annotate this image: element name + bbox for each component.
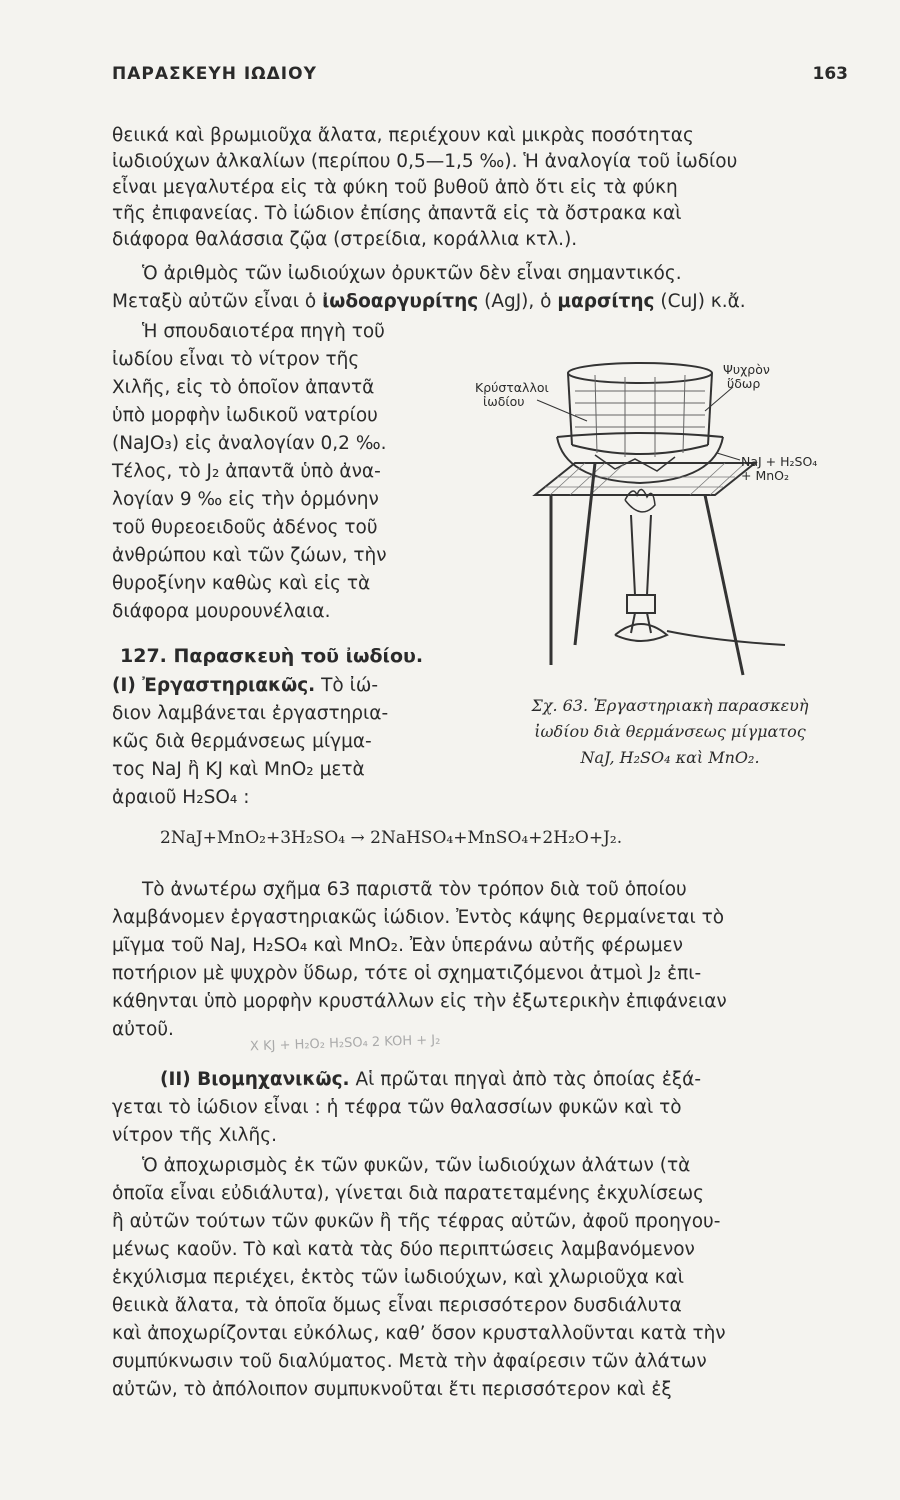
reaction-equation: 2NaJ+MnO₂+3H₂SO₄ → 2NaHSO₄+MnSO₄+2H₂O+J₂. <box>160 828 623 848</box>
text-line: μένως καοῦν. Τὸ καὶ κατὰ τὰς δύο περιπτώσεις λαμβανόμενον <box>112 1239 695 1260</box>
mineral-name: μαρσίτης <box>557 291 655 312</box>
text-line: μῖγμα τοῦ NaJ, H₂SO₄ καὶ MnO₂. Ἐὰν ὑπεράνω αὐτῆς φέρωμεν <box>112 935 683 956</box>
text-line: Ἡ σπουδαιοτέρα πηγὴ τοῦ <box>142 321 385 342</box>
text-line: θειικὰ ἄλατα, τὰ ὁποῖα ὅμως εἶναι περισσότερον δυσδιάλυτα <box>112 1295 682 1316</box>
text-line: αὐτῶν, τὸ ἀπόλοιπον συμπυκνοῦται ἔτι περισσότερον καὶ ἐξ <box>112 1379 672 1400</box>
text-line: ἀραιοῦ H₂SO₄ : <box>112 787 250 808</box>
text-line: ἢ αὐτῶν τούτων τῶν φυκῶν ἢ τῆς τέφρας αὐτῶν, ἀφοῦ προηγου- <box>112 1211 721 1232</box>
page-number: 163 <box>812 64 848 84</box>
text-line: (NaJO₃) εἰς ἀναλογίαν 0,2 ‰. <box>112 433 387 454</box>
figure-caption: NaJ, H₂SO₄ καὶ MnO₂. <box>580 748 760 767</box>
label-cold-water: ὕδωρ <box>727 376 761 391</box>
text-line: τῆς ἐπιφανείας. Τὸ ἰώδιον ἐπίσης ἀπαντᾶ εἰς τὰ ὄστρακα καὶ <box>112 203 682 224</box>
text-line: ἰωδιούχων ἀλκαλίων (περίπου 0,5—1,5 ‰). Ἡ ἀναλογία τοῦ ἰωδίου <box>112 151 738 172</box>
text-line: διάφορα μουρουνέλαια. <box>112 601 331 622</box>
header-title: ΠΑΡΑΣΚΕΥΗ ΙΩΔΙΟΥ <box>112 64 317 84</box>
label-cold-water: Ψυχρὸν <box>723 362 770 377</box>
figure-caption: Σχ. 63. Ἐργαστηριακὴ παρασκευὴ <box>531 696 809 715</box>
text-line: διάφορα θαλάσσια ζῷα (στρείδια, κοράλλια κτλ.). <box>112 229 578 250</box>
text-span: (AgJ), ὁ <box>478 291 558 312</box>
text-line: ἰωδίου εἶναι τὸ νίτρον τῆς <box>112 349 360 370</box>
text-line: αὐτοῦ. <box>112 1019 174 1040</box>
subsection-line <box>160 1068 701 1092</box>
bunsen-burner <box>631 515 651 595</box>
label-mixture: NaJ + H₂SO₄ <box>741 454 818 469</box>
text-span: Μεταξὺ αὐτῶν εἶναι ὁ <box>112 291 323 312</box>
text-line: ὁποῖα εἶναι εὐδιάλυτα), γίνεται διὰ παρατεταμένης ἐκχυλίσεως <box>112 1183 705 1204</box>
text-line: ἀνθρώπου καὶ τῶν ζώων, τὴν <box>112 545 387 566</box>
running-header <box>112 64 848 88</box>
text-line: γεται τὸ ἰώδιον εἶναι : ἡ τέφρα τῶν θαλασσίων φυκῶν καὶ τὸ <box>112 1097 682 1118</box>
capsule-dish <box>557 437 723 483</box>
text-line: τοῦ θυρεοειδοῦς ἀδένος τοῦ <box>112 517 378 538</box>
text-span: Αἱ πρῶται πηγαὶ ἀπὸ τὰς ὁποίας ἐξά- <box>349 1069 702 1090</box>
text-line: ἐκχύλισμα περιέχει, ἐκτὸς τῶν ἰωδιούχων, καὶ χλωριοῦχα καὶ <box>112 1267 685 1288</box>
text-line: κάθηνται ὑπὸ μορφὴν κρυστάλλων εἰς τὴν ἐξωτερικὴν ἐπιφάνειαν <box>112 991 727 1012</box>
minerals-line <box>112 290 746 314</box>
text-line: Ὁ ἀριθμὸς τῶν ἰωδιούχων ὀρυκτῶν δὲν εἶναι σημαντικός. <box>142 263 682 284</box>
text-line: Τέλος, τὸ J₂ ἀπαντᾶ ὑπὸ ἀνα- <box>112 461 381 482</box>
subsection-label: (II) Βιομηχανικῶς. <box>160 1069 350 1090</box>
mineral-name: ἰωδοαργυρίτης <box>322 291 479 312</box>
text-line: Ὁ ἀποχωρισμὸς ἐκ τῶν φυκῶν, τῶν ἰωδιούχων ἀλάτων (τὰ <box>142 1155 691 1176</box>
text-line: Τὸ ἀνωτέρω σχῆμα 63 παριστᾶ τὸν τρόπον διὰ τοῦ ὁποίου <box>142 879 687 900</box>
text-line: λογίαν 9 ‰ εἰς τὴν ὁρμόνην <box>112 489 379 510</box>
label-mixture: + MnO₂ <box>741 468 790 483</box>
text-line: συμπύκνωσιν τοῦ διαλύματος. Μετὰ τὴν ἀφαίρεσιν τῶν ἀλάτων <box>112 1351 707 1372</box>
section-heading: 127. Παρασκευὴ τοῦ ἰωδίου. <box>120 645 424 667</box>
label-crystals: Κρύσταλλοι <box>475 380 549 395</box>
subsection-label: (I) Ἐργαστηριακῶς. <box>112 675 316 696</box>
pencil-annotation: X KJ + H₂O₂ H₂SO₄ 2 KOH + J₂ <box>249 1032 441 1055</box>
text-span: (CuJ) κ.ἄ. <box>654 291 746 312</box>
flame <box>625 489 655 511</box>
text-line: θειικά καὶ βρωμιοῦχα ἄλατα, περιέχουν καὶ μικρὰς ποσότητας <box>112 125 694 146</box>
text-line: ποτήριον μὲ ψυχρὸν ὕδωρ, τότε οἱ σχηματιζόμενοι ἀτμοὶ J₂ ἐπι- <box>112 963 702 984</box>
figure-caption: ἰωδίου διὰ θερμάνσεως μίγματος <box>534 722 806 741</box>
text-line: τος NaJ ἢ KJ καὶ MnO₂ μετὰ <box>112 759 365 780</box>
text-line: νίτρον τῆς Χιλῆς. <box>112 1125 277 1146</box>
subsection-line <box>112 674 378 698</box>
figure-63 <box>465 345 875 690</box>
text-line: καὶ ἀποχωρίζονται εὐκόλως, καθ’ ὅσον κρυσταλλοῦνται κατὰ τὴν <box>112 1323 726 1344</box>
text-line: λαμβάνομεν ἐργαστηριακῶς ἰώδιον. Ἐντὸς κάψης θερμαίνεται τὸ <box>112 907 725 928</box>
beaker-rim <box>568 363 712 383</box>
text-span: Τὸ ἰώ- <box>315 675 379 696</box>
text-line: θυροξίνην καθὼς καὶ εἰς τὰ <box>112 573 371 594</box>
text-line: κῶς διὰ θερμάνσεως μίγμα- <box>112 731 372 752</box>
label-crystals: ἰωδίου <box>483 394 525 409</box>
text-line: Χιλῆς, εἰς τὸ ὁποῖον ἀπαντᾶ <box>112 377 375 398</box>
text-line: ὑπὸ μορφὴν ἰωδικοῦ νατρίου <box>112 405 378 426</box>
text-line: εἶναι μεγαλυτέρα εἰς τὰ φύκη τοῦ βυθοῦ ἀπὸ ὅτι εἰς τὰ φύκη <box>112 177 678 198</box>
text-line: διον λαμβάνεται ἐργαστηρια- <box>112 703 389 724</box>
apparatus-illustration <box>465 345 875 690</box>
